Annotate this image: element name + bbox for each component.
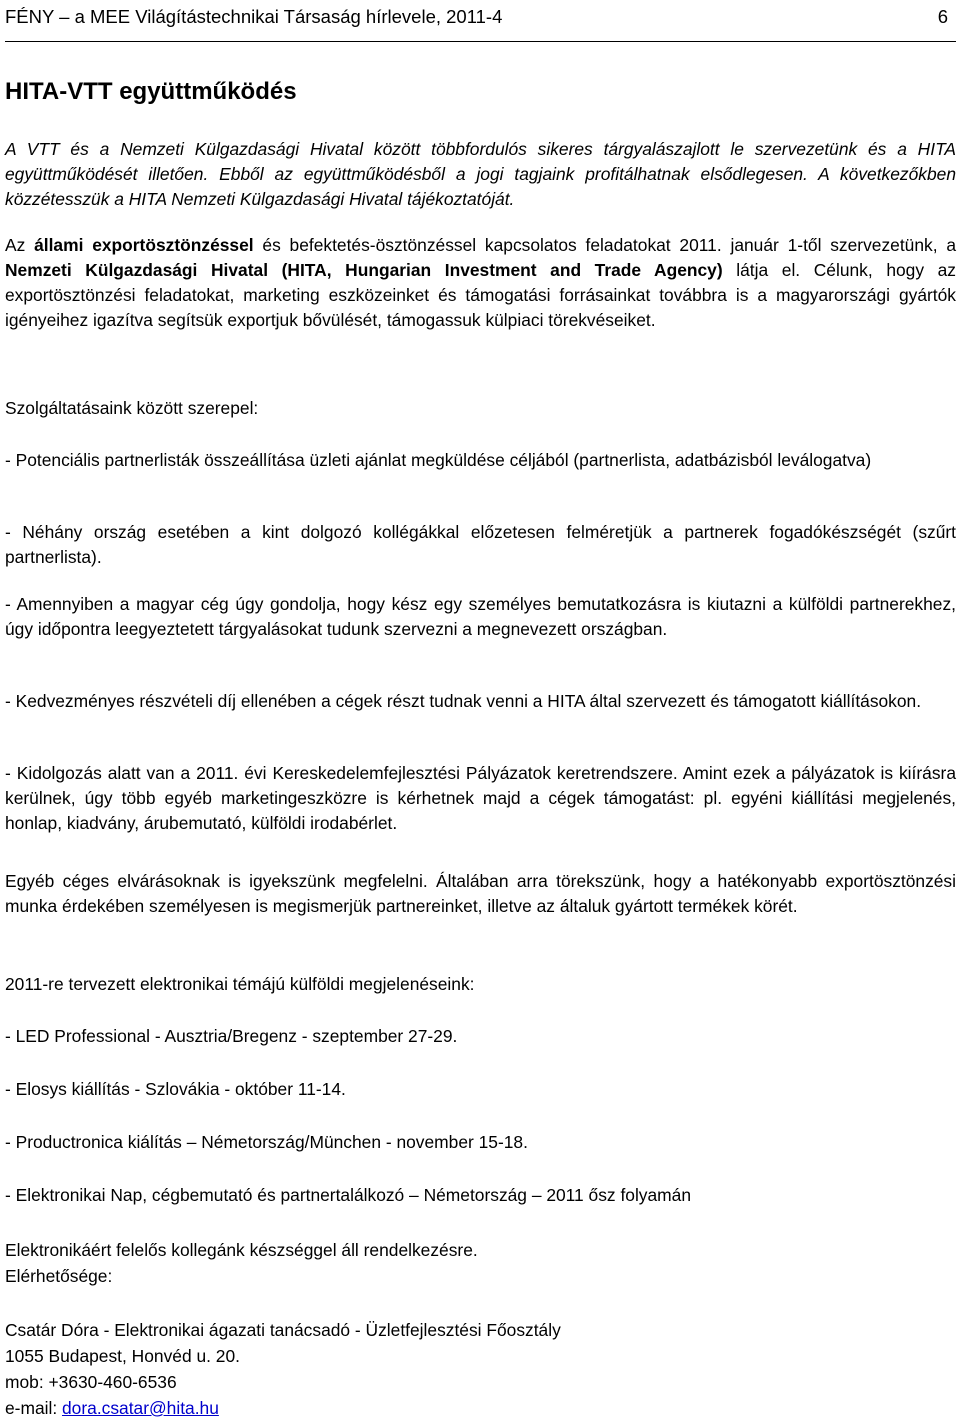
hita-bold-2: Nemzeti Külgazdasági Hivatal (HITA, Hungarian Investment and Trade Agency) <box>5 260 723 280</box>
event-item: - Elosys kiállítás - Szlovákia - október 11-14. <box>5 1079 346 1099</box>
service-item: - Kidolgozás alatt van a 2011. évi Kereskedelemfejlesztési Pályázatok keretrendszere. Amint ezek a pályázatok is kiírásra kerülnek, úgy több egyéb marketingeszközre is kérhetnek majd a cégek támogatást: pl. egyéni kiállítási megjelenés, honlap, kiadvány, árubemutató, külföldi irodabérlet. <box>5 763 956 833</box>
article-title: HITA-VTT együttműködés <box>5 78 297 105</box>
service-item: - Néhány ország esetében a kint dolgozó kollégákkal előzetesen felméretjük a partnerek fogadókészségét (szűrt partnerlista). <box>5 522 956 567</box>
service-item: - Amennyiben a magyar cég úgy gondolja, hogy kész egy személyes bemutatkozásra is kiutazni a külföldi partnerekhez, úgy időpontra leegyeztetett tárgyalásokat tudunk szervezni a megnevezett országban. <box>5 594 956 639</box>
email-label: e-mail: <box>5 1398 63 1418</box>
events-heading: 2011-re tervezett elektronikai témájú külföldi megjelenéseink: <box>5 974 475 994</box>
event-item: - Productronica kiálítás – Németország/München - november 15-18. <box>5 1132 528 1152</box>
other-requests-paragraph: Egyéb céges elvárásoknak is igyekszünk megfelelni. Általában arra törekszünk, hogy a hatékonyabb exportösztönzési munka érdekében személyesen is megismerjük partnereinket, illetve az általuk gyártott termékek körét. <box>5 871 956 916</box>
hita-text-2: és befektetés-ösztönzéssel kapcsolatos feladatokat 2011. január 1-től szervezetünk, a <box>253 235 956 255</box>
service-item: - Potenciális partnerlisták összeállítása üzleti ajánlat megküldése céljából (partnerlista, adatbázisból leválogatva) <box>5 450 872 470</box>
hita-bold-1: állami exportösztönzéssel <box>34 235 254 255</box>
hita-text-3: látja el. Célunk, hogy az exportösztönzési feladatokat, marketing eszközeinket és támogatási forrásainkat továbbra is a magyarországi gyártók igényeihez igazítva segítsük exportjuk bővülését, támogassuk külpiaci törekvéseiket. <box>5 260 956 330</box>
contact-address: 1055 Budapest, Honvéd u. 20. <box>5 1346 240 1366</box>
event-item: - Elektronikai Nap, cégbemutató és partnertalálkozó – Németország – 2011 ősz folyamán <box>5 1185 692 1205</box>
services-heading: Szolgáltatásaink között szerepel: <box>5 398 259 418</box>
contact-mobile: mob: +3630-460-6536 <box>5 1372 177 1392</box>
intro-paragraph <box>5 137 956 212</box>
contact-intro: Elektronikáért felelős kollegánk készséggel áll rendelkezésre. <box>5 1240 478 1260</box>
header-divider <box>5 41 956 42</box>
event-item: - LED Professional - Ausztria/Bregenz - szeptember 27-29. <box>5 1026 458 1046</box>
contact-name: Csatár Dóra - Elektronikai ágazati tanácsadó - Üzletfejlesztési Főosztály <box>5 1320 561 1340</box>
page-header <box>5 4 956 30</box>
contact-label: Elérhetősége: <box>5 1266 113 1286</box>
service-item: - Kedvezményes részvételi díj ellenében a cégek részt tudnak venni a HITA által szervezett és támogatott kiállításokon. <box>5 691 922 711</box>
page-number: 6 <box>937 6 948 27</box>
hita-paragraph <box>5 233 956 333</box>
newsletter-title: FÉNY – a MEE Világítástechnikai Társaság hírlevele, 2011-4 <box>5 6 503 27</box>
email-link[interactable]: dora.csatar@hita.hu <box>62 1398 219 1418</box>
hita-text <box>5 233 956 333</box>
intro-text: A VTT és a Nemzeti Külgazdasági Hivatal között többfordulós sikeres tárgyalászajlott le szervezetünk és a HITA együttműködését illetően. Ebből az együttműködésből a jogi tagjaink profitálhatnak elsődlegesen. A következőkben közzétesszük a HITA Nemzeti Külgazdasági Hivatal tájékoztatóját. <box>5 139 956 209</box>
contact-email-line <box>5 1396 956 1421</box>
hita-text-1: Az <box>5 235 35 255</box>
